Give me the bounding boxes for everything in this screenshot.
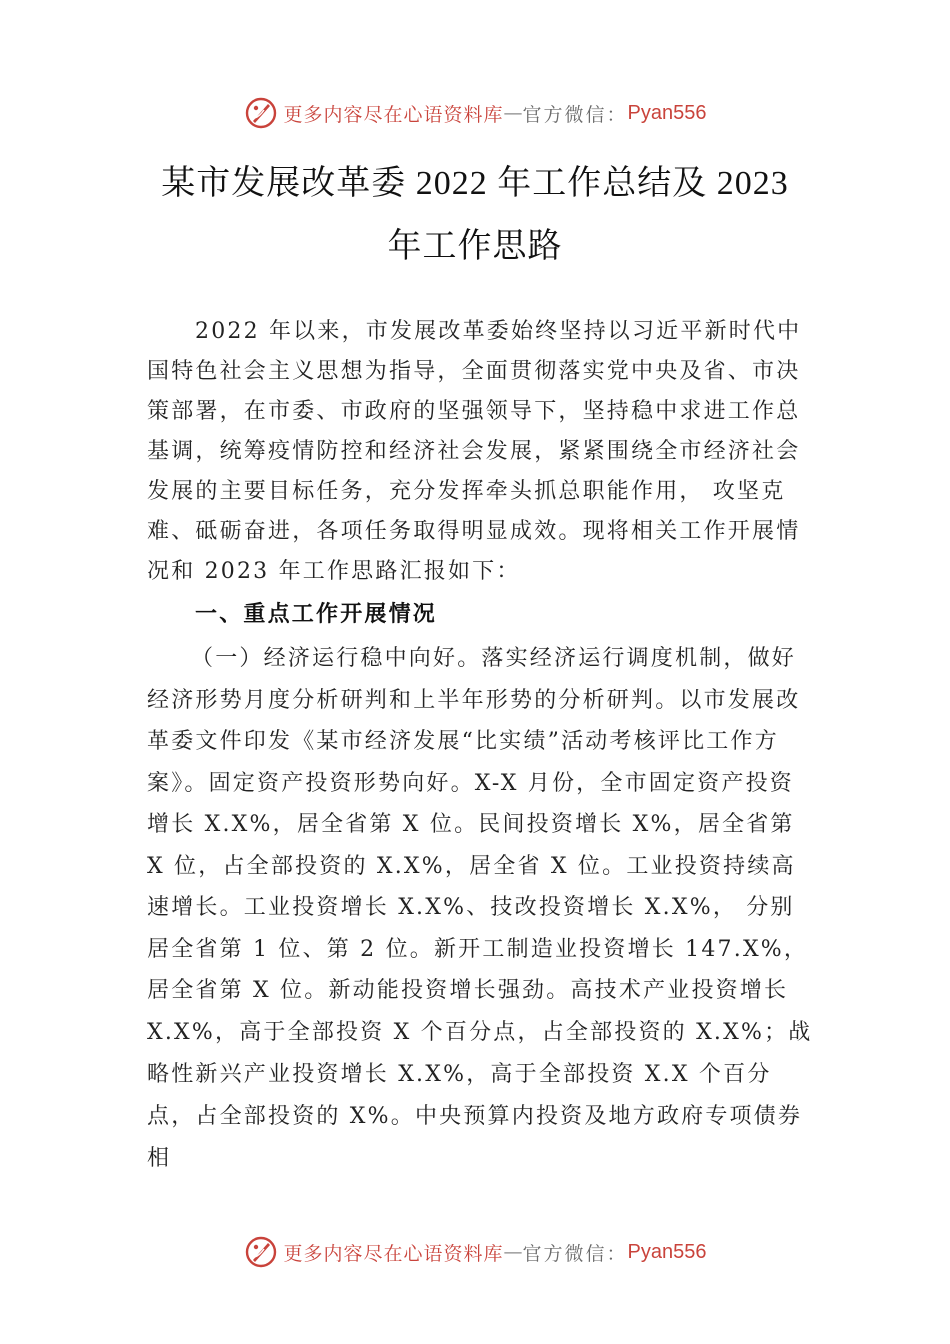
quill-seal-icon <box>244 96 278 130</box>
document-title-line-2: 年工作思路 <box>387 228 563 265</box>
document-title-line-1: 某市发展改革委 2022 年工作总结及 2023 <box>161 165 789 202</box>
watermark-wechat-id: Pyan556 <box>627 101 707 124</box>
intro-paragraph: 2022 年以来，市发展改革委始终坚持以习近平新时代中国特色社会主义思想为指导，全面贯彻落实党中央及省、市决策部署，在市委、市政府的坚强领导下，坚持稳中求进工作总基调，统筹疫情防控和经济社会发展，紧紧围绕全市经济社会发展的主要目标任务，充分发挥牵头抓总职能作用， 攻坚克难、砥砺奋进，各项任务取得明显成效。现将相关工作开展情况和 2023 年工作思路汇报如下： <box>147 319 802 584</box>
section-1-continuation: 居全省第 X 位。新动能投资增长强劲。高技术产业投资增长 X.X%，高于全部投资 X 个百分点，占全部投资的 X.X%；战略性新兴产业投资增长 X.X%，高于全部投资 X.X 个百分点，占全部投资的 X%。中央预算内投资及地方政府专项债券相 <box>147 978 813 1171</box>
watermark-wechat-label: 官方微信： <box>522 103 628 126</box>
watermark-dash: — <box>503 102 523 124</box>
watermark-dash: — <box>503 1241 523 1263</box>
watermark-brand: 更多内容尽在心语资料库 <box>283 103 504 126</box>
watermark-header <box>0 96 950 130</box>
document-body <box>147 312 817 1180</box>
watermark-brand: 更多内容尽在心语资料库 <box>283 1242 504 1265</box>
section-1-paragraph: （一）经济运行稳中向好。落实经济运行调度机制，做好经济形势月度分析研判和上半年形势的分析研判。以市发展改革委文件印发《某市经济发展“比实绩”活动考核评比工作方案》。固定资产投资形势向好。X-X 月份，全市固定资产投资增长 X.X%，居全省第 X 位。民间投资增长 X%，居全省第 X 位，占全部投资的 X.X%，居全省 X 位。工业投资持续高速增长。工业投资增长 X.X%、技改投资增长 X.X%， 分别居全省第 1 位、第 2 位。新开工制造业投资增长 147.X%， <box>147 646 809 962</box>
section-heading-1: 一、重点工作开展情况 <box>195 602 438 627</box>
quill-seal-icon <box>244 1235 278 1269</box>
watermark-wechat-label: 官方微信： <box>522 1242 628 1265</box>
watermark-footer <box>0 1235 950 1269</box>
watermark-wechat-id: Pyan556 <box>627 1240 707 1263</box>
